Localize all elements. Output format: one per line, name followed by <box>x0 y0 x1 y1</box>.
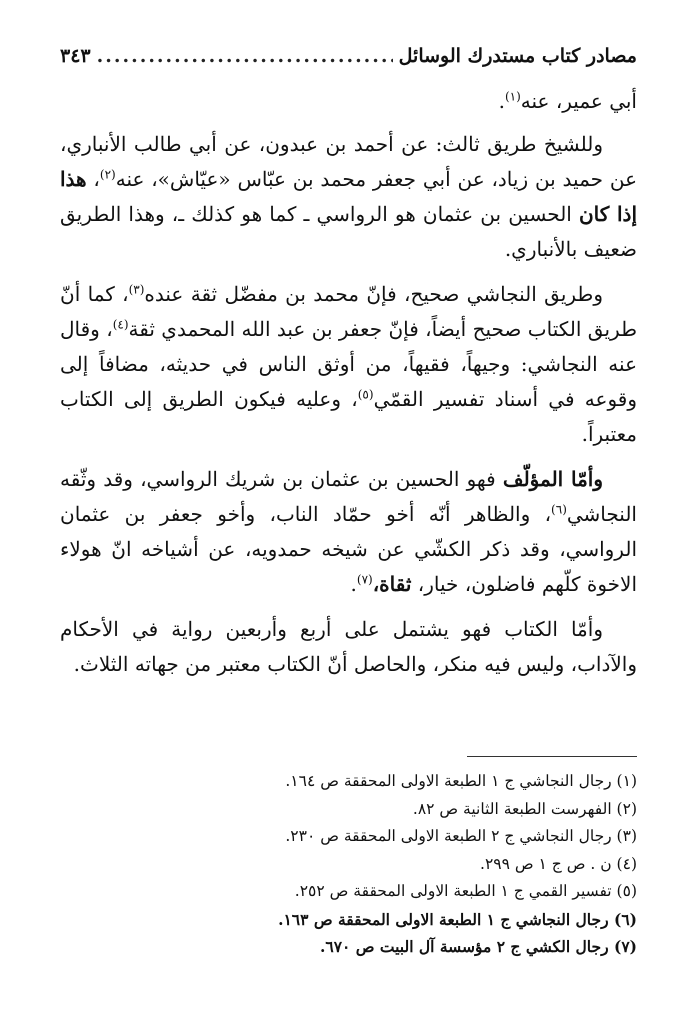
footnote-divider <box>467 756 637 757</box>
paragraph-3-text-c: ، وقال عنه النجاشي: وجيهاً، فقيهاً، من أوثق الناس في حديثه، مضافاً إلى وقوعه في أسناد تفسير القمّي <box>60 317 638 411</box>
footnote-2: (٢) الفهرست الطبعة الثانية ص ٨٢. <box>412 799 637 818</box>
footnote-5: (٥) تفسير القمي ج ١ الطبعة الاولى المحققة ص ٢٥٢. <box>294 882 637 900</box>
paragraph-2 <box>60 127 637 267</box>
footnote-4: (٤) ن . ص ج ١ ص ٢٩٩. <box>480 854 637 873</box>
paragraph-3-text-d: ، وعليه فيكون الطريق إلى الكتاب معتبراً. <box>60 387 637 446</box>
paragraph-1 <box>60 84 637 119</box>
header-title: مصادر كتاب مستدرك الوسائل <box>398 45 637 67</box>
paragraph-3 <box>60 277 637 452</box>
page-number: ٣٤٣ <box>60 45 91 67</box>
paragraph-4-text-a: فهو الحسين بن عثمان بن شريك الرواسي، وقد وثّقه النجاشي <box>60 467 637 526</box>
footnote-ref-4[interactable]: (٤) <box>112 317 129 332</box>
paragraph-1-end: . <box>498 89 505 113</box>
footnote-ref-6[interactable]: (٦) <box>551 502 567 517</box>
paragraph-4-text-b: ، والظاهر أنّه أخو حمّاد الناب، وأخو جعفر بن عثمان الرواسي، وقد ذكر الكشّي عن شيخه حمدويه، عن أشياخه انّ هولاء الاخوة كلّهم فاضلون، خيار، <box>60 502 637 596</box>
footnote-3: (٣) رجال النجاشي ج ٢ الطبعة الاولى المحققة ص ٢٣٠. <box>285 827 637 845</box>
footnote-ref-2[interactable]: (٢) <box>99 167 116 182</box>
footnote-ref-7[interactable]: (٧) <box>356 572 373 587</box>
paragraph-4 <box>60 462 637 602</box>
footnote-ref-1[interactable]: (١) <box>504 89 521 104</box>
paragraph-2-text-b: ، <box>86 167 100 191</box>
main-text <box>60 84 637 692</box>
footnote-ref-5[interactable]: (٥) <box>357 387 374 402</box>
paragraph-2-text-c: الحسين بن عثمان هو الرواسي ـ كما هو كذلك ـ، وهذا الطريق ضعيف بالأنباري. <box>60 202 637 261</box>
paragraph-4-bold-2: ثقاة، <box>372 572 412 596</box>
header-dot-leader <box>97 44 393 68</box>
paragraph-5: وأمّا الكتاب فهو يشتمل على أربع وأربعين رواية في الأحكام والآداب، وليس فيه منكر، والحاصل أنّ الكتاب معتبر من جهاته الثلاث. <box>60 617 637 676</box>
paragraph-4-bold: وأمّا المؤلّف <box>502 467 604 491</box>
paragraph-1-text: أبي عمير، عنه <box>520 89 637 113</box>
paragraph-4-end: . <box>350 572 357 596</box>
footnote-1: (١) رجال النجاشي ج ١ الطبعة الاولى المحققة ص ١٦٤. <box>285 772 637 790</box>
footnote-6: (٦) رجال النجاشي ج ١ الطبعة الاولى المحققة ص ١٦٣. <box>278 909 637 929</box>
footnotes-list <box>60 768 637 961</box>
paragraph-2-bold: هذا إذا كان <box>60 167 637 226</box>
running-header <box>60 44 637 68</box>
footnote-7: (٧) رجال الكشي ج ٢ مؤسسة آل البيت ص ٦٧٠. <box>319 937 637 956</box>
paragraph-3-text-a: وطريق النجاشي صحيح، فإنّ محمد بن مفضّل ثقة عنده <box>144 282 603 306</box>
paragraph-3-text-b: ، كما أنّ طريق الكتاب صحيح أيضاً، فإنّ جعفر بن عبد الله المحمدي ثقة <box>60 282 638 341</box>
footnote-ref-3[interactable]: (٣) <box>128 282 145 297</box>
paragraph-2-text-a: وللشيخ طريق ثالث: عن أحمد بن عبدون، عن أبي طالب الأنباري، عن حميد بن زياد، عن أبي جعفر محمد بن عبّاس «عيّاش»، عنه <box>60 132 637 191</box>
